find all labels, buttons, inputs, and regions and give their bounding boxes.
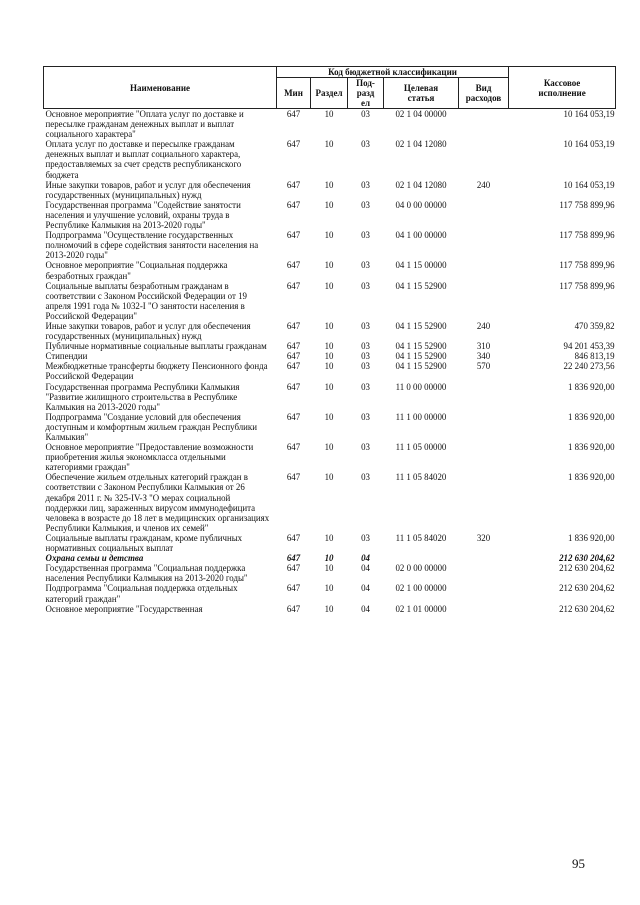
row-target: 04 1 15 52900 [395, 351, 447, 362]
row-target: 02 0 00 00000 [395, 563, 447, 574]
row-podrazdel: 03 [361, 230, 370, 241]
row-amount: 10 164 053,19 [563, 109, 615, 119]
row-amount: 1 836 920,00 [567, 411, 615, 422]
row-amount: 1 836 920,00 [567, 442, 615, 453]
row-vid [459, 230, 509, 260]
table-body [44, 109, 616, 614]
row-min: 647 [286, 563, 301, 574]
row-vid: 310 [476, 341, 491, 352]
row-name: Государственная программа Республики Калмыкия "Развитие жилищного строительства в Республике Калмыкия на 2013-2020 годы" [45, 381, 240, 412]
row-vid [459, 604, 509, 614]
row-podrazdel: 03 [361, 109, 370, 119]
row-razdel: 10 [324, 199, 334, 210]
row-podrazdel: 04 [361, 603, 370, 614]
row-target: 11 1 05 84020 [395, 532, 447, 543]
row-min: 647 [286, 139, 301, 150]
row-target: 04 1 15 52900 [395, 341, 447, 352]
row-razdel: 10 [324, 139, 334, 150]
row-razdel: 10 [324, 563, 334, 574]
row-min: 647 [286, 351, 301, 362]
header-razdel: Раздел [311, 78, 348, 109]
table-row [44, 341, 616, 351]
table-row [44, 260, 616, 280]
row-min: 647 [286, 361, 301, 372]
row-min: 647 [286, 603, 301, 614]
row-vid [459, 442, 509, 472]
row-podrazdel: 03 [361, 320, 370, 331]
row-min: 647 [286, 553, 301, 564]
row-vid [459, 472, 509, 533]
row-razdel: 10 [324, 320, 334, 331]
row-target: 11 1 05 00000 [395, 442, 447, 453]
row-name: Иные закупки товаров, работ и услуг для обеспечения государственных (муниципальных) нужд [45, 179, 251, 200]
table-row [44, 230, 616, 260]
table-row [44, 361, 616, 381]
row-vid [459, 260, 509, 280]
row-podrazdel: 04 [361, 553, 370, 564]
row-amount: 212 630 204,62 [559, 583, 615, 594]
row-min: 647 [286, 583, 301, 594]
row-razdel: 10 [324, 553, 334, 564]
row-vid: 240 [476, 179, 491, 190]
row-vid: 240 [476, 320, 491, 331]
table-row [44, 442, 616, 472]
row-razdel: 10 [324, 532, 334, 543]
row-min: 647 [286, 341, 301, 352]
table-row [44, 412, 616, 442]
row-amount: 1 836 920,00 [567, 472, 615, 483]
row-podrazdel: 03 [361, 139, 370, 150]
table-row [44, 281, 616, 321]
budget-table [43, 66, 616, 614]
page-number: 95 [572, 856, 585, 871]
row-vid [459, 553, 509, 563]
row-amount: 846 813,19 [574, 351, 615, 362]
row-name: Государственная программа "Социальная поддержка населения Республики Калмыкия на 2013-2020 годы" [45, 563, 248, 584]
row-name: Оплата услуг по доставке и пересылке гражданам денежных выплат и выплат социального характера, предоставляемых за счет средств республиканского бюджета [45, 139, 242, 180]
row-amount: 117 758 899,96 [559, 230, 615, 241]
row-amount: 22 240 273,56 [563, 361, 615, 372]
table-row [44, 553, 616, 563]
row-name: Межбюджетные трансферты бюджету Пенсионного фонда Российской Федерации [45, 361, 268, 382]
row-min: 647 [286, 472, 301, 483]
row-name: Публичные нормативные социальные выплаты гражданам [45, 341, 267, 352]
row-podrazdel: 04 [361, 563, 370, 574]
row-razdel: 10 [324, 260, 334, 271]
row-podrazdel: 03 [361, 361, 370, 372]
row-vid [459, 200, 509, 230]
row-podrazdel: 03 [361, 199, 370, 210]
row-min: 647 [286, 381, 301, 392]
row-target: 02 1 04 00000 [395, 109, 447, 119]
row-name: Социальные выплаты гражданам, кроме публичных нормативных социальных выплат [45, 532, 243, 554]
table-row [44, 533, 616, 553]
row-name: Охрана семьи и детства [45, 553, 144, 564]
row-target: 04 1 15 52900 [395, 320, 447, 331]
row-name: Подпрограмма "Создание условий для обеспечения доступным и комфортным жильем граждан Республики Калмыкия" [45, 411, 257, 442]
header-classification-code: Код бюджетной классификации [277, 67, 509, 78]
row-podrazdel: 03 [361, 472, 370, 483]
row-podrazdel: 04 [361, 583, 370, 594]
row-min: 647 [286, 532, 301, 543]
row-min: 647 [286, 179, 301, 190]
row-target: 04 1 00 00000 [395, 230, 447, 241]
row-vid [459, 583, 509, 603]
row-target: 11 0 00 00000 [395, 381, 447, 392]
row-target: 11 1 05 84020 [395, 472, 447, 483]
row-name: Основное мероприятие "Государственная [45, 603, 203, 614]
row-min: 647 [286, 411, 301, 422]
row-target [384, 553, 459, 563]
row-podrazdel: 03 [361, 411, 370, 422]
row-name: Обеспечение жильем отдельных категорий граждан в соответствии с Законом Республики Калмыкия от 26 декабря 2011 г. № 325-IV-З "О мерах социальной поддержки лиц, зараженных вирусом иммунодефицита человека в возрасте до 18 лет в медицинских организациях Республики Калмыкия, и членов их семей" [45, 472, 270, 533]
row-amount: 212 630 204,62 [559, 553, 615, 564]
row-vid: 570 [476, 361, 491, 372]
row-vid [459, 139, 509, 179]
row-razdel: 10 [324, 361, 334, 372]
row-vid: 340 [476, 351, 491, 362]
row-vid [459, 109, 509, 140]
table-row [44, 604, 616, 614]
row-razdel: 10 [324, 381, 334, 392]
table-row [44, 472, 616, 533]
table-row [44, 351, 616, 361]
row-razdel: 10 [324, 109, 334, 119]
row-name: Социальные выплаты безработным гражданам в соответствии с Законом Российской Федерации от 19 апреля 1991 года № 1032-I "О занятости населения в Российской Федерации" [45, 280, 247, 321]
header-min: Мин [277, 78, 311, 109]
row-amount: 1 836 920,00 [567, 532, 615, 543]
row-min: 647 [286, 260, 301, 271]
row-amount: 212 630 204,62 [559, 603, 615, 614]
row-razdel: 10 [324, 442, 334, 453]
row-name: Стипендии [45, 351, 88, 362]
row-name: Государственная программа "Содействие занятости населения и улучшение условий, охраны труда в Республике Калмыкия на 2013-2020 годы" [45, 199, 241, 231]
row-name: Основное мероприятие "Предоставление возможности приобретения жилья экономкласса отдельными категориями граждан" [45, 442, 254, 473]
row-razdel: 10 [324, 603, 334, 614]
header-vid: Вид расходов [459, 78, 509, 109]
table-row [44, 583, 616, 603]
row-amount: 470 359,82 [574, 320, 615, 331]
row-target: 02 1 04 12080 [395, 179, 447, 190]
row-target: 02 1 01 00000 [395, 603, 447, 614]
header-name: Наименование [44, 67, 277, 109]
row-podrazdel: 03 [361, 381, 370, 392]
table-row [44, 109, 616, 140]
row-name: Основное мероприятие "Оплата услуг по доставке и пересылке гражданам денежных выплат и выплат социального характера" [45, 109, 244, 140]
row-amount: 212 630 204,62 [559, 563, 615, 574]
row-amount: 117 758 899,96 [559, 260, 615, 271]
table-row [44, 200, 616, 230]
row-vid [459, 281, 509, 321]
row-podrazdel: 03 [361, 442, 370, 453]
row-podrazdel: 03 [361, 351, 370, 362]
header-podrazdel: Под- разд ел [348, 78, 384, 109]
row-name: Иные закупки товаров, работ и услуг для обеспечения государственных (муниципальных) нужд [45, 320, 251, 342]
row-razdel: 10 [324, 411, 334, 422]
header-amount: Кассовое исполнение [509, 67, 616, 109]
row-min: 647 [286, 230, 301, 241]
row-amount: 94 201 453,39 [563, 341, 615, 352]
row-min: 647 [286, 320, 301, 331]
row-amount: 117 758 899,96 [559, 199, 615, 210]
row-razdel: 10 [324, 280, 334, 291]
row-amount: 1 836 920,00 [567, 381, 615, 392]
row-razdel: 10 [324, 583, 334, 594]
row-podrazdel: 03 [361, 341, 370, 352]
row-amount: 117 758 899,96 [559, 280, 615, 291]
row-min: 647 [286, 280, 301, 291]
row-razdel: 10 [324, 230, 334, 241]
row-razdel: 10 [324, 179, 334, 190]
row-vid: 320 [476, 532, 491, 543]
table-row [44, 321, 616, 341]
row-name: Подпрограмма "Социальная поддержка отдельных категорий граждан" [45, 583, 238, 604]
header-target: Целевая статья [384, 78, 459, 109]
row-podrazdel: 03 [361, 260, 370, 271]
row-vid [459, 412, 509, 442]
row-vid [459, 382, 509, 412]
table-header [44, 67, 616, 109]
row-min: 647 [286, 109, 301, 119]
row-amount: 10 164 053,19 [563, 139, 615, 150]
row-min: 647 [286, 442, 301, 453]
row-amount: 10 164 053,19 [563, 179, 615, 190]
row-name: Основное мероприятие "Социальная поддержка безработных граждан" [45, 260, 228, 281]
row-podrazdel: 03 [361, 179, 370, 190]
row-target: 04 1 15 00000 [395, 260, 447, 271]
table-row [44, 382, 616, 412]
row-target: 04 1 15 52900 [395, 361, 447, 372]
table-row [44, 563, 616, 583]
row-target: 02 1 04 12080 [395, 139, 447, 150]
row-target: 04 0 00 00000 [395, 199, 447, 210]
row-target: 02 1 00 00000 [395, 583, 447, 594]
row-razdel: 10 [324, 472, 334, 483]
row-name: Подпрограмма "Осуществление государственных полномочий в сфере содействия занятости населения на 2013-2020 годы" [45, 230, 259, 261]
table-row [44, 139, 616, 179]
row-vid [459, 563, 509, 583]
row-target: 11 1 00 00000 [395, 411, 447, 422]
table-row [44, 180, 616, 200]
row-razdel: 10 [324, 351, 334, 362]
row-target: 04 1 15 52900 [395, 280, 447, 291]
row-razdel: 10 [324, 341, 334, 352]
row-podrazdel: 03 [361, 280, 370, 291]
row-podrazdel: 03 [361, 532, 370, 543]
row-min: 647 [286, 199, 301, 210]
